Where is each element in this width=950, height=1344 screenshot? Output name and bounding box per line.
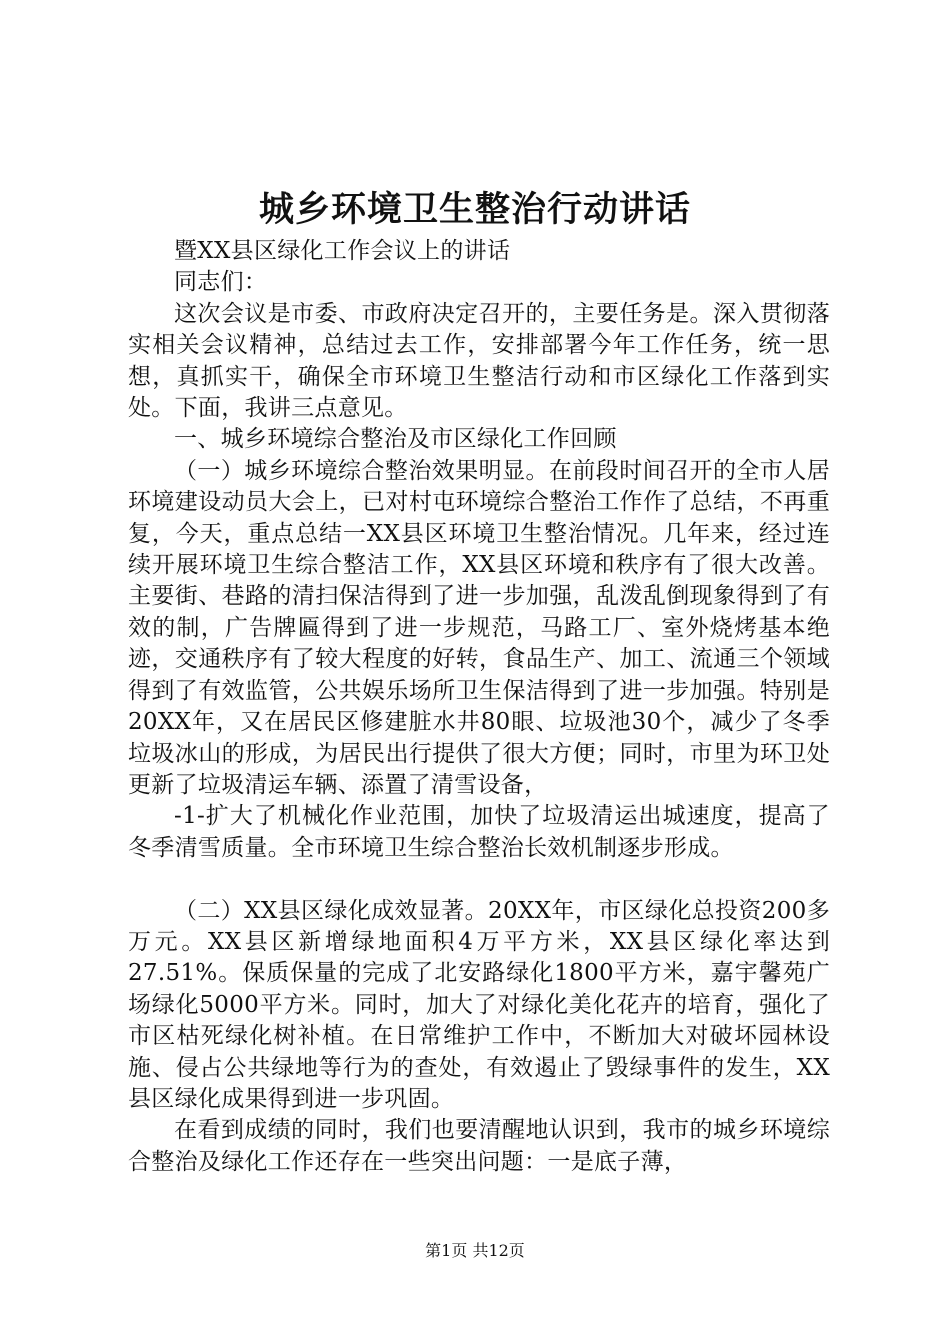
- document-body: [128, 236, 830, 1178]
- document-title: 城乡环境卫生整治行动讲话: [258, 189, 691, 230]
- body-paragraph: -1-扩大了机械化作业范围，加快了垃圾清运出城速度，提高了冬季清雪质量。全市环境卫生综合整治长效机制逐步形成。: [128, 803, 830, 861]
- intro-paragraph: 这次会议是市委、市政府决定召开的，主要任务是。深入贯彻落实相关会议精神，总结过去工作，安排部署今年工作任务，统一思想，真抓实干，确保全市环境卫生整洁行动和市区绿化工作落到实处。下面，我讲三点意见。: [128, 300, 830, 422]
- body-paragraph: （二）XX县区绿化成效显著。20XX年，市区绿化总投资200多万元。XX县区新增绿地面积4万平方米，XX县区绿化率达到27.51%。保质保量的完成了北安路绿化1800平方米，嘉宇馨苑广场绿化5000平方米。同时，加大了对绿化美化花卉的培育，强化了市区枯死绿化树补植。在日常维护工作中，不断加大对破坏园林设施、侵占公共绿地等行为的查处，有效遏止了毁绿事件的发生，XX县区绿化成果得到进一步巩固。: [128, 897, 830, 1112]
- subtitle-paragraph: 暨XX县区绿化工作会议上的讲话: [174, 238, 511, 264]
- body-paragraph: 在看到成绩的同时，我们也要清醒地认识到，我市的城乡环境综合整治及绿化工作还存在一些突出问题：一是底子薄，: [128, 1117, 830, 1175]
- page-footer: 第1页 共12页: [425, 1241, 525, 1260]
- body-paragraph: （一）城乡环境综合整治效果明显。在前段时间召开的全市人居环境建设动员大会上，已对村屯环境综合整治工作作了总结，不再重复，今天，重点总结一XX县区环境卫生整治情况。几年来，经过连续开展环境卫生综合整洁工作，XX县区环境和秩序有了很大改善。主要街、巷路的清扫保洁得到了进一步加强，乱泼乱倒现象得到了有效的制，广告牌匾得到了进一步规范，马路工厂、室外烧烤基本绝迹，交通秩序有了较大程度的好转，食品生产、加工、流通三个领域得到了有效监管，公共娱乐场所卫生保洁得到了进一步加强。特别是20XX年，又在居民区修建脏水井80眼、垃圾池30个，减少了冬季垃圾冰山的形成，为居民出行提供了很大方便；同时，市里为环卫处更新了垃圾清运车辆、添置了清雪设备，: [128, 457, 830, 798]
- section-heading: 一、城乡环境综合整治及市区绿化工作回顾: [174, 426, 617, 453]
- salutation-paragraph: 同志们：: [174, 269, 268, 296]
